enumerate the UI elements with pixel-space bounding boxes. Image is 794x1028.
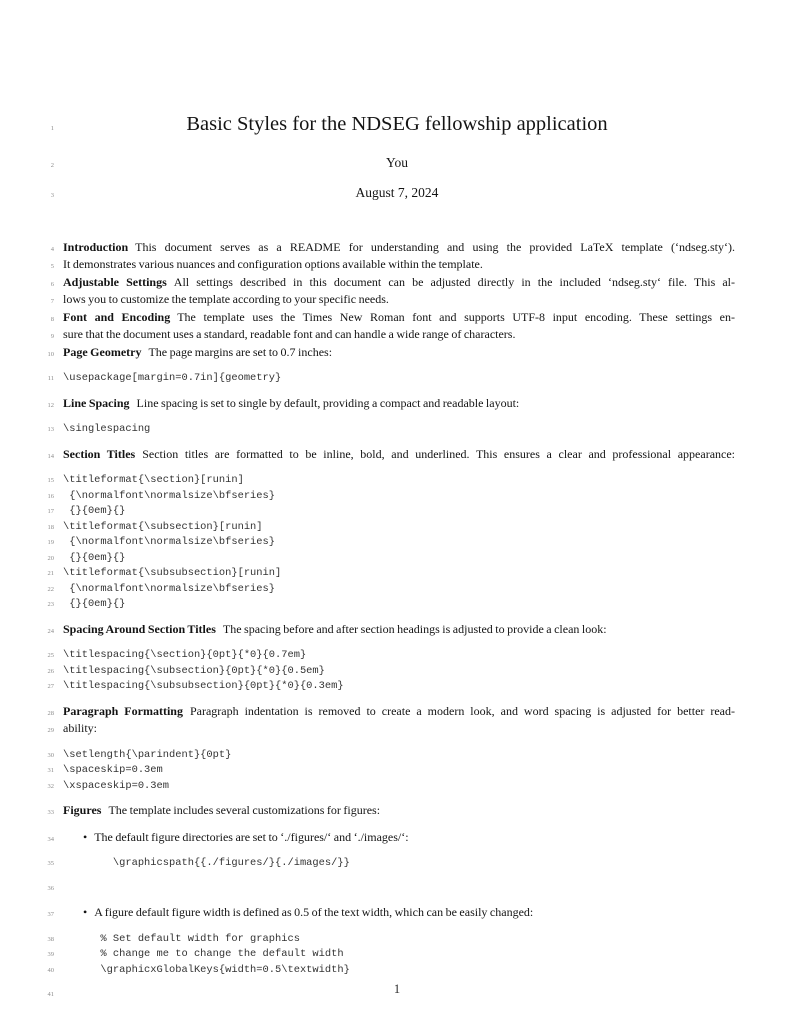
run-in-heading: Section Titles: [63, 446, 136, 461]
doc-line: [0, 240, 794, 258]
page-number: 1: [393, 982, 401, 996]
doc-line: [0, 473, 794, 489]
block-para: [0, 396, 794, 414]
block-code: [0, 932, 794, 979]
doc-line: [0, 679, 794, 695]
line-text: {\normalfont\normalsize\bfseries}: [63, 582, 276, 595]
line-number: 8: [50, 315, 54, 323]
line-number: 6: [50, 280, 54, 288]
block-para: [0, 803, 794, 821]
doc-line: [0, 582, 794, 598]
block-code: [0, 422, 794, 438]
line-text: Line Spacing Line spacing is set to single by default, providing a compact and readable layout:: [63, 395, 520, 410]
doc-line: [0, 371, 794, 387]
line-text: \setlength{\parindent}{0pt}: [63, 748, 232, 761]
line-number: 39: [47, 951, 54, 958]
block-author: [0, 155, 794, 174]
block-code: [0, 473, 794, 613]
block-para: [0, 704, 794, 739]
line-text: Basic Styles for the NDSEG fellowship application: [186, 113, 608, 135]
run-in-heading: Font and Encoding: [63, 309, 171, 324]
line-number: 11: [47, 375, 54, 382]
line-text: \usepackage[margin=0.7in]{geometry}: [63, 372, 282, 384]
line-number: 35: [47, 860, 54, 867]
line-text: {}{0em}{}: [63, 551, 126, 564]
line-number: 14: [47, 452, 54, 460]
line-number: 23: [47, 601, 54, 608]
line-text: \graphicspath{{./figures/}{./images/}}: [63, 857, 350, 869]
doc-line: [0, 932, 794, 948]
block-code: [0, 371, 794, 387]
line-number: 12: [47, 401, 54, 409]
line-text: Page Geometry The page margins are set to 0.7 inches:: [63, 344, 333, 359]
line-number: 26: [47, 667, 54, 675]
doc-line: [0, 721, 794, 739]
run-in-heading: Paragraph Formatting: [63, 703, 183, 718]
doc-line: [0, 113, 794, 137]
block-title: [0, 113, 794, 137]
line-number: 13: [47, 426, 54, 433]
doc-line: [0, 447, 794, 465]
doc-line: [0, 597, 794, 613]
line-number: 34: [47, 835, 54, 843]
line-text: \titlespacing{\subsubsection}{0pt}{*0}{0.3em}: [63, 680, 344, 692]
line-text: August 7, 2024: [355, 185, 439, 200]
doc-line: [0, 779, 794, 795]
line-number: 18: [47, 523, 54, 531]
doc-line: [0, 748, 794, 764]
line-number: 15: [47, 477, 54, 484]
run-in-heading: Adjustable Settings: [63, 274, 167, 289]
line-number: 17: [47, 508, 54, 515]
line-text: \titlespacing{\section}{0pt}{*0}{0.7em}: [63, 649, 307, 661]
line-number: 22: [47, 585, 54, 593]
line-number: 29: [47, 727, 54, 734]
line-number: 16: [47, 492, 54, 500]
line-text: \titlespacing{\subsection}{0pt}{*0}{0.5em}: [63, 664, 325, 677]
doc-line: [0, 327, 794, 345]
line-number: 4: [50, 245, 54, 253]
bullet-icon: •: [83, 829, 88, 844]
doc-line: [0, 648, 794, 664]
line-text: Paragraph Formatting Paragraph indentation is removed to create a modern look, and word spacing is adjusted for better read-: [63, 703, 736, 718]
line-text: • The default figure directories are set to ‘./figures/‘ and ‘./images/‘:: [83, 829, 409, 844]
block-code: [0, 856, 794, 872]
line-number: 9: [50, 333, 54, 340]
doc-line: [0, 566, 794, 582]
line-text: Adjustable Settings All settings described in this document can be adjusted directly in the included ‘ndseg.sty‘ file. This al-: [63, 274, 735, 289]
run-in-heading: Spacing Around Section Titles: [63, 621, 216, 636]
doc-line: [0, 185, 794, 204]
line-number: 36: [47, 884, 54, 892]
doc-line: [0, 881, 794, 897]
line-number: 5: [50, 263, 54, 270]
block-code: [0, 748, 794, 795]
doc-line: [0, 345, 794, 363]
doc-line: [0, 763, 794, 779]
line-number: 3: [50, 192, 54, 199]
line-number: 19: [47, 539, 54, 546]
line-text: \titleformat{\subsection}[runin]: [63, 520, 263, 533]
line-text: % change me to change the default width: [63, 948, 344, 960]
line-number: 1: [50, 125, 54, 132]
doc-line: [0, 963, 794, 979]
line-number: 31: [47, 767, 54, 774]
line-text: {\normalfont\normalsize\bfseries}: [63, 489, 276, 502]
doc-line: [0, 704, 794, 722]
line-text: You: [386, 154, 408, 170]
line-number: 10: [47, 350, 54, 358]
doc-line: [0, 257, 794, 275]
line-text: \spaceskip=0.3em: [63, 764, 163, 776]
line-text: {\normalfont\normalsize\bfseries}: [63, 536, 276, 548]
line-text: % Set default width for graphics: [63, 932, 300, 945]
doc-line: [0, 830, 794, 848]
block-para: [0, 240, 794, 363]
line-number: 38: [47, 935, 54, 943]
block-para: [0, 447, 794, 465]
doc-line: [0, 551, 794, 567]
line-text: Font and Encoding The template uses the Times New Roman font and supports UTF-8 input encoding. These settings en-: [63, 309, 735, 324]
block-bullet: [0, 830, 794, 848]
run-in-heading: Line Spacing: [63, 395, 130, 410]
line-text: • A figure default figure width is defined as 0.5 of the text width, which can be easily changed:: [83, 905, 534, 919]
bullet-icon: •: [83, 905, 88, 919]
line-number: 32: [47, 782, 54, 790]
line-number: 37: [47, 911, 54, 918]
doc-line: [0, 489, 794, 505]
line-number: 30: [47, 751, 54, 759]
line-text: {}{0em}{}: [63, 598, 126, 610]
doc-line: [0, 905, 794, 923]
doc-line: [0, 422, 794, 438]
line-text: \graphicxGlobalKeys{width=0.5\textwidth}: [63, 963, 350, 976]
line-number: 25: [47, 652, 54, 659]
line-number: 41: [47, 991, 54, 998]
line-text: It demonstrates various nuances and configuration options available within the template.: [63, 257, 483, 271]
line-number: 24: [47, 627, 54, 635]
line-text: lows you to customize the template according to your specific needs.: [63, 292, 389, 306]
doc-line: [0, 155, 794, 174]
document-body: [0, 113, 794, 1003]
line-number: 40: [47, 966, 54, 974]
run-in-heading: Introduction: [63, 239, 129, 254]
block-para: [0, 622, 794, 640]
line-number: 27: [47, 683, 54, 690]
line-number: 20: [47, 554, 54, 562]
doc-line: [0, 310, 794, 328]
line-text: sure that the document uses a standard, readable font and can handle a wide range of characters.: [63, 327, 516, 341]
doc-line: [0, 275, 794, 293]
doc-line: [0, 664, 794, 680]
doc-line: [0, 856, 794, 872]
block-date: [0, 185, 794, 204]
doc-line: [0, 396, 794, 414]
line-text: ability:: [63, 721, 97, 735]
line-text: Section Titles Section titles are formatted to be inline, bold, and underlined. This ensures a clear and professional appearance:: [63, 446, 736, 461]
line-number: 33: [47, 809, 54, 816]
block-bullet: [0, 905, 794, 923]
line-text: Spacing Around Section Titles The spacing before and after section headings is adjusted to provide a clean look:: [63, 621, 607, 636]
doc-line: [0, 803, 794, 821]
block-blank: [0, 881, 794, 897]
run-in-heading: Page Geometry: [63, 344, 142, 359]
line-number: 21: [47, 570, 54, 577]
line-number: 2: [50, 161, 54, 169]
line-text: \titleformat{\section}[runin]: [63, 474, 244, 486]
line-text: {}{0em}{}: [63, 505, 126, 517]
doc-line: [0, 504, 794, 520]
line-text: \singlespacing: [63, 423, 151, 435]
line-text: \xspaceskip=0.3em: [63, 779, 170, 792]
doc-line: [0, 947, 794, 963]
doc-line: [0, 622, 794, 640]
line-text: Introduction This document serves as a README for understanding and using the provided LaTeX template (‘ndseg.sty‘).: [63, 239, 735, 254]
block-code: [0, 648, 794, 695]
doc-line: [0, 292, 794, 310]
line-text: \titleformat{\subsubsection}[runin]: [63, 567, 282, 579]
doc-line: [0, 535, 794, 551]
line-text: Figures The template includes several customizations for figures:: [63, 803, 381, 817]
line-number: 7: [50, 298, 54, 305]
run-in-heading: Figures: [63, 803, 102, 817]
doc-line: [0, 520, 794, 536]
line-number: 28: [47, 709, 54, 717]
